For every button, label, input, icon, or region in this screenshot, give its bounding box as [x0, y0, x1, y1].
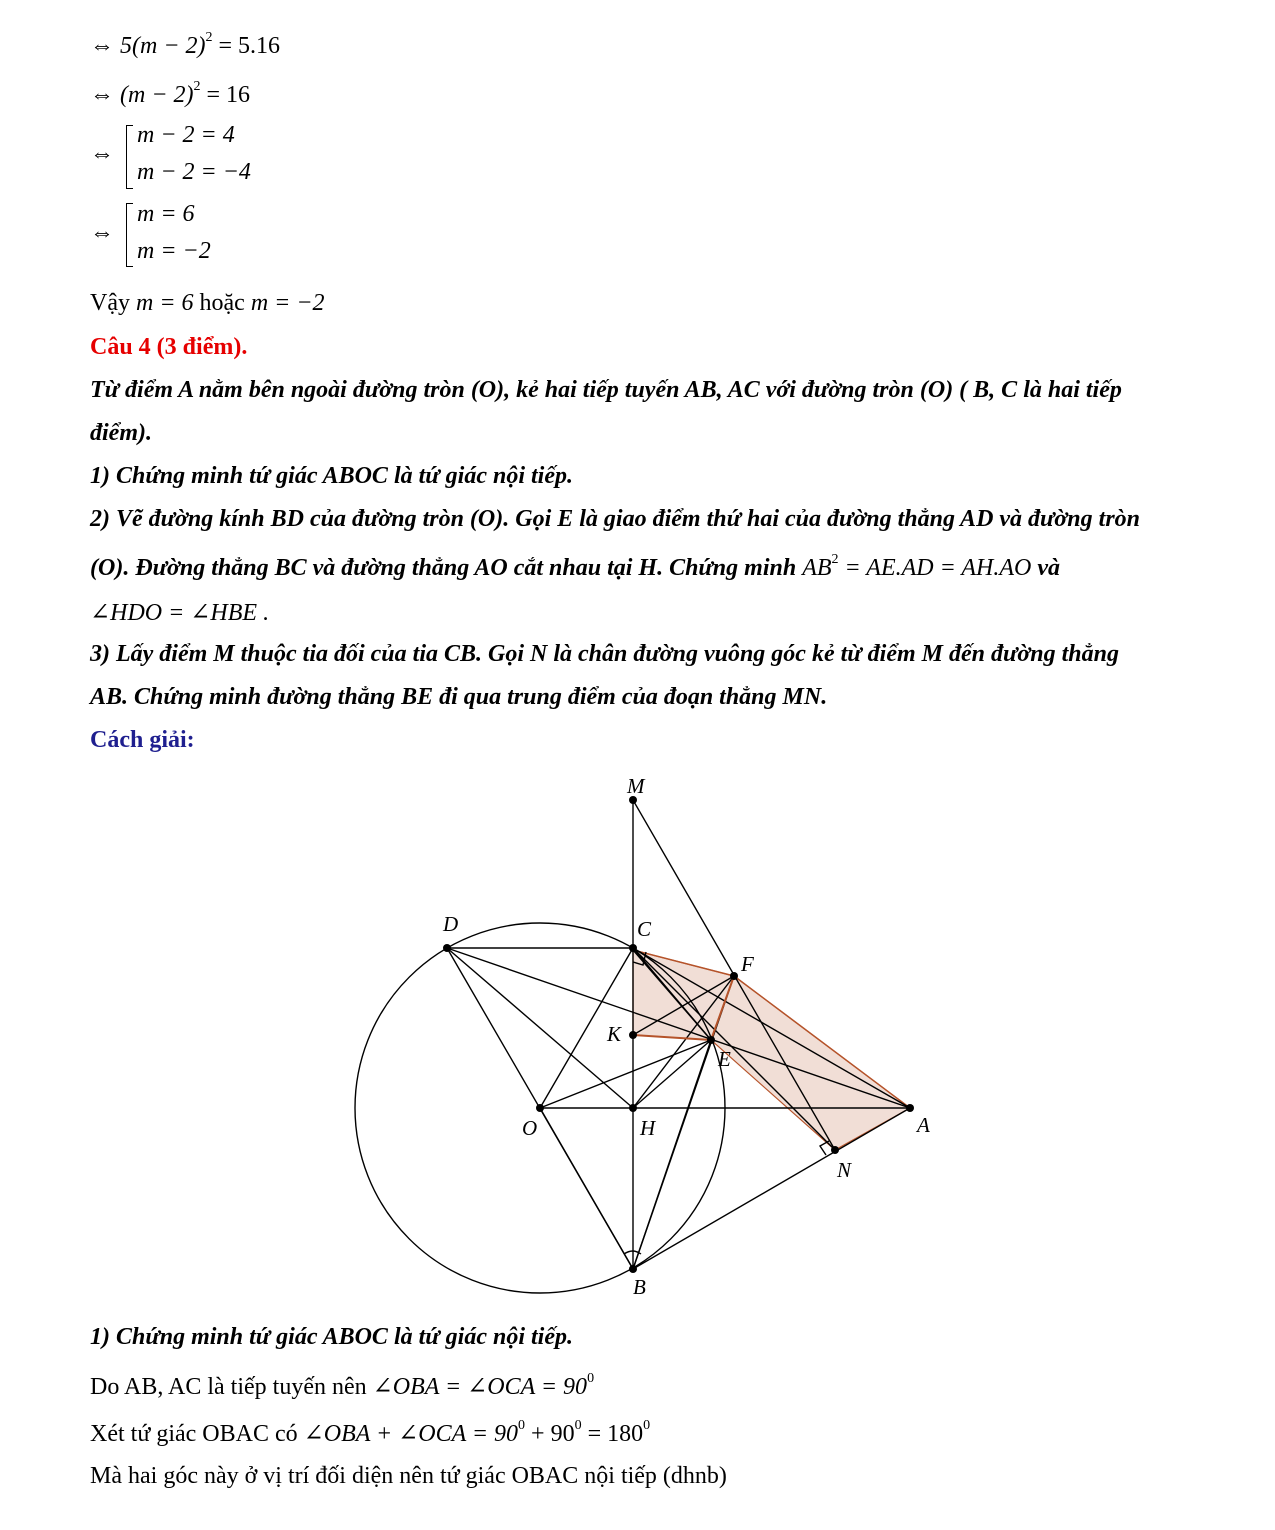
equation-4-arrow — [90, 220, 114, 247]
angle-sum-b: + 90 — [525, 1421, 575, 1447]
solution-text: Xét tứ giác OBAC có — [90, 1421, 304, 1447]
exponent: 2 — [205, 30, 213, 45]
degree-superscript: 0 — [587, 1371, 595, 1386]
degree-superscript: 0 — [518, 1418, 526, 1433]
line-ob — [540, 1108, 633, 1269]
conclusion-value-1: m = 6 — [135, 290, 194, 316]
solution-line-1 — [90, 1371, 594, 1401]
formula-ab: AB — [802, 555, 832, 581]
equivalence-symbol: ⇔ — [90, 141, 114, 167]
label-n: N — [837, 1158, 852, 1182]
point-d — [443, 944, 451, 952]
case-bracket — [126, 125, 133, 189]
angle-sum-a: ∠OBA + ∠OCA = 90 — [303, 1421, 519, 1447]
point-o — [536, 1104, 544, 1112]
conclusion-value-2: m = −2 — [250, 290, 325, 316]
question-part-2-text: (O). Đường thẳng BC và đường thẳng AO cắt nhau tại H. Chứng minh — [90, 555, 803, 581]
exponent: 2 — [831, 552, 839, 567]
question-part-2-line-1: 2) Vẽ đường kính BD của đường tròn (O). Gọi E là giao điểm thứ hai của đường thẳng AD và đường tròn — [90, 506, 1141, 532]
conclusion-text: Vậy — [90, 290, 136, 316]
label-a: A — [917, 1113, 930, 1137]
point-k — [629, 1031, 637, 1039]
conjunction: và — [1031, 555, 1060, 581]
point-h — [629, 1104, 637, 1112]
equation-rhs: = 16 — [200, 82, 251, 108]
point-b — [629, 1265, 637, 1273]
equation-rhs: = 5.16 — [212, 33, 281, 59]
equation-lhs: (m − 2) — [120, 82, 194, 108]
equivalence-symbol: ⇔ — [90, 33, 114, 59]
label-m: M — [627, 774, 645, 798]
question-title: Câu 4 (3 điểm). — [90, 334, 248, 360]
equation-3-case-2: m − 2 = −4 — [137, 159, 251, 185]
label-e: E — [718, 1047, 731, 1071]
solution-heading: Cách giải: — [90, 727, 195, 753]
point-a — [906, 1104, 914, 1112]
question-part-1: 1) Chứng minh tứ giác ABOC là tứ giác nội tiếp. — [90, 463, 573, 489]
equation-3-arrow — [90, 141, 114, 168]
equation-1 — [90, 30, 280, 60]
label-b: B — [633, 1275, 646, 1299]
geometry-figure — [0, 760, 1275, 1320]
label-o: O — [522, 1116, 538, 1140]
line-dh — [447, 948, 633, 1108]
angle-sum-total: = 180 — [581, 1421, 644, 1447]
question-part-3-line-2: AB. Chứng minh đường thẳng BE đi qua trung điểm của đoạn thẳng MN. — [90, 684, 828, 710]
formula-products: = AE.AD = AH.AO — [838, 555, 1032, 581]
exponent: 2 — [193, 79, 201, 94]
solution-text: Do AB, AC là tiếp tuyến nên — [90, 1374, 373, 1400]
question-part-2-line-2 — [90, 552, 1060, 582]
equation-3-case-1: m − 2 = 4 — [137, 122, 235, 148]
question-intro-line-2: điểm). — [90, 420, 152, 446]
degree-superscript: 0 — [643, 1418, 651, 1433]
point-n — [831, 1146, 839, 1154]
equivalence-symbol: ⇔ — [90, 82, 114, 108]
line-ba — [633, 1108, 910, 1269]
label-c: C — [637, 917, 652, 941]
conclusion — [90, 290, 325, 317]
question-part-3-line-1: 3) Lấy điểm M thuộc tia đối của tia CB. Gọi N là chân đường vuông góc kẻ từ điểm M đến đường thẳng — [90, 641, 1119, 667]
label-h: H — [640, 1116, 656, 1140]
point-f — [730, 972, 738, 980]
point-e — [707, 1036, 715, 1044]
solution-part-1-title: 1) Chứng minh tứ giác ABOC là tứ giác nội tiếp. — [90, 1324, 573, 1350]
conclusion-connector: hoặc — [193, 290, 251, 316]
solution-line-2 — [90, 1418, 650, 1448]
equation-4-case-1: m = 6 — [137, 201, 195, 227]
question-intro-line-1: Từ điểm A nằm bên ngoài đường tròn (O), kẻ hai tiếp tuyến AB, AC với đường tròn (O) ( B, C là hai tiếp — [90, 377, 1122, 403]
equivalence-symbol: ⇔ — [90, 220, 114, 246]
solution-line-3: Mà hai góc này ở vị trí đối diện nên tứ giác OBAC nội tiếp (dhnb) — [90, 1463, 727, 1489]
equation-lhs: 5(m − 2) — [120, 33, 206, 59]
case-bracket — [126, 203, 133, 267]
shaded-quad-fena — [711, 976, 910, 1150]
degree-superscript: 0 — [574, 1418, 582, 1433]
equation-2 — [90, 79, 250, 109]
point-c — [629, 944, 637, 952]
equation-4-case-2: m = −2 — [137, 238, 211, 264]
angle-equation: ∠OBA = ∠OCA = 90 — [372, 1374, 588, 1400]
label-f: F — [741, 952, 754, 976]
label-k: K — [607, 1022, 622, 1046]
label-d: D — [443, 912, 459, 936]
question-part-2-line-3: ∠HDO = ∠HBE . — [90, 600, 270, 626]
